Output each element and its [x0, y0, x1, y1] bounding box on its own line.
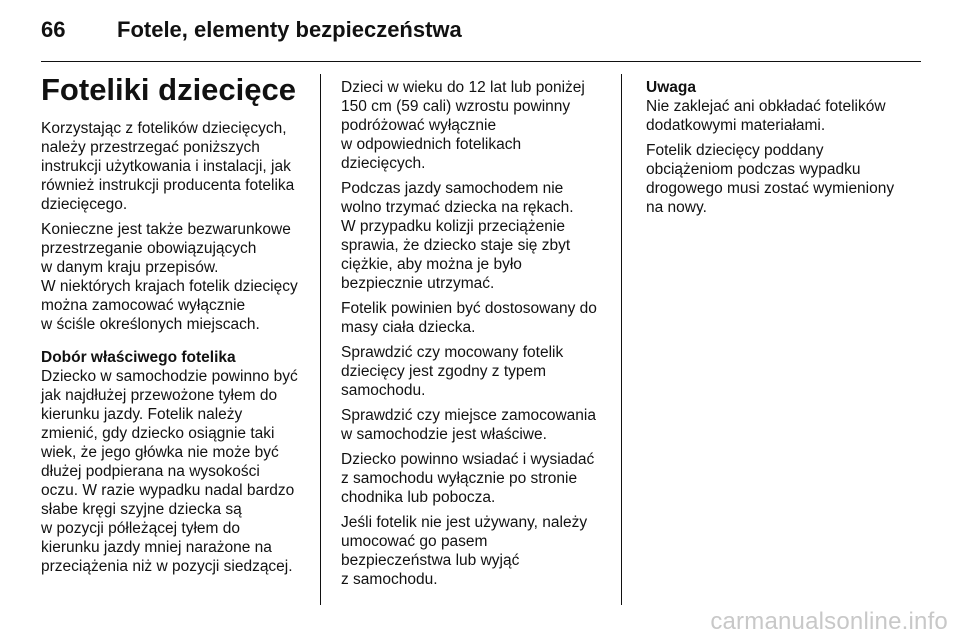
column-2	[341, 78, 606, 595]
text-line: kierunku jazdy mniej narażone na	[41, 539, 272, 556]
subheading: Dobór właściwego fotelika	[41, 349, 236, 366]
paragraph	[341, 343, 606, 400]
text-line: bezpiecznie utrzymać.	[341, 275, 495, 292]
text-line: wolno trzymać dziecka na rękach.	[341, 199, 574, 216]
text-line: masy ciała dziecka.	[341, 319, 476, 336]
column-divider	[320, 74, 321, 605]
paragraph	[341, 406, 606, 444]
text-line: Dziecko powinno wsiadać i wysiadać	[341, 451, 595, 468]
paragraph	[341, 179, 606, 293]
text-line: samochodu.	[341, 382, 426, 399]
text-line: Jeśli fotelik nie jest używany, należy	[341, 514, 588, 531]
text-line: dziecięcych.	[341, 155, 426, 172]
text-line: Konieczne jest także bezwarunkowe	[41, 221, 291, 238]
text-line: dłużej podpierana na wysokości	[41, 463, 260, 480]
text-line: Sprawdzić czy mocowany fotelik	[341, 344, 564, 361]
paragraph	[341, 78, 606, 173]
text-line: 150 cm (59 cali) wzrostu powinny	[341, 98, 571, 115]
text-line: W niektórych krajach fotelik dziecięcy	[41, 278, 298, 295]
column-divider	[621, 74, 622, 605]
text-line: w ściśle określonych miejscach.	[41, 316, 260, 333]
header-divider	[41, 61, 921, 62]
text-line: oczu. W razie wypadku nadal bardzo	[41, 482, 295, 499]
text-line: umocować go pasem	[341, 533, 488, 550]
running-title: Fotele, elementy bezpieczeństwa	[117, 17, 462, 42]
text-line: zmienić, gdy dziecko osiągnie taki	[41, 425, 275, 442]
note-label: Uwaga	[646, 79, 696, 96]
page-number: 66	[41, 17, 66, 42]
paragraph	[41, 220, 311, 334]
text-line: również instrukcji producenta fotelika	[41, 177, 295, 194]
section-title: Foteliki dziecięce	[41, 72, 296, 107]
text-line: w pozycji półleżącej tyłem do	[41, 520, 241, 537]
paragraph	[341, 450, 606, 507]
text-line: kierunku jazdy. Fotelik należy	[41, 406, 243, 423]
text-line: Podczas jazdy samochodem nie	[341, 180, 564, 197]
text-line: można zamocować wyłącznie	[41, 297, 246, 314]
text-line: obciążeniom podczas wypadku	[646, 161, 861, 178]
text-line: w samochodzie jest właściwe.	[341, 426, 547, 443]
text-line: z samochodu wyłącznie po stronie	[341, 470, 578, 487]
text-line: Dzieci w wieku do 12 lat lub poniżej	[341, 79, 585, 96]
text-line: bezpieczeństwa lub wyjąć	[341, 552, 520, 569]
text-line: dziecięcego.	[41, 196, 128, 213]
text-line: Sprawdzić czy miejsce zamocowania	[341, 407, 596, 424]
paragraph	[41, 119, 311, 214]
text-line: drogowego musi zostać wymieniony	[646, 180, 895, 197]
text-line: chodnika lub pobocza.	[341, 489, 496, 506]
text-line: Dziecko w samochodzie powinno być	[41, 368, 298, 385]
column-3	[646, 78, 921, 223]
text-line: przeciążenia niż w pozycji siedzącej.	[41, 558, 293, 575]
text-line: słabe kręgi szyjne dziecka są	[41, 501, 242, 518]
text-line: Fotelik dziecięcy poddany	[646, 142, 824, 159]
column-1	[41, 119, 311, 582]
text-line: Korzystając z fotelików dziecięcych,	[41, 120, 287, 137]
text-line: na nowy.	[646, 199, 707, 216]
text-line: Fotelik powinien być dostosowany do	[341, 300, 597, 317]
paragraph	[646, 97, 921, 135]
text-line: z samochodu.	[341, 571, 438, 588]
text-line: ciężkie, aby można je było	[341, 256, 522, 273]
paragraph	[341, 513, 606, 589]
watermark: carmanualsonline.info	[710, 608, 948, 635]
text-line: instrukcji użytkowania i instalacji, jak	[41, 158, 291, 175]
text-line: dziecięcy jest zgodny z typem	[341, 363, 547, 380]
text-line: podróżować wyłącznie	[341, 117, 497, 134]
text-line: wiek, że jego główka nie może być	[41, 444, 279, 461]
text-line: Nie zaklejać ani obkładać fotelików	[646, 98, 886, 115]
text-line: przestrzeganie obowiązujących	[41, 240, 257, 257]
text-line: jak najdłużej przewożone tyłem do	[41, 387, 278, 404]
text-line: w danym kraju przepisów.	[41, 259, 219, 276]
text-line: w odpowiednich fotelikach	[341, 136, 522, 153]
paragraph	[41, 367, 311, 576]
paragraph	[341, 299, 606, 337]
paragraph	[646, 141, 921, 217]
text-line: sprawia, że dziecko staje się zbyt	[341, 237, 571, 254]
text-line: W przypadku kolizji przeciążenie	[341, 218, 565, 235]
text-line: dodatkowymi materiałami.	[646, 117, 826, 134]
text-line: należy przestrzegać poniższych	[41, 139, 260, 156]
